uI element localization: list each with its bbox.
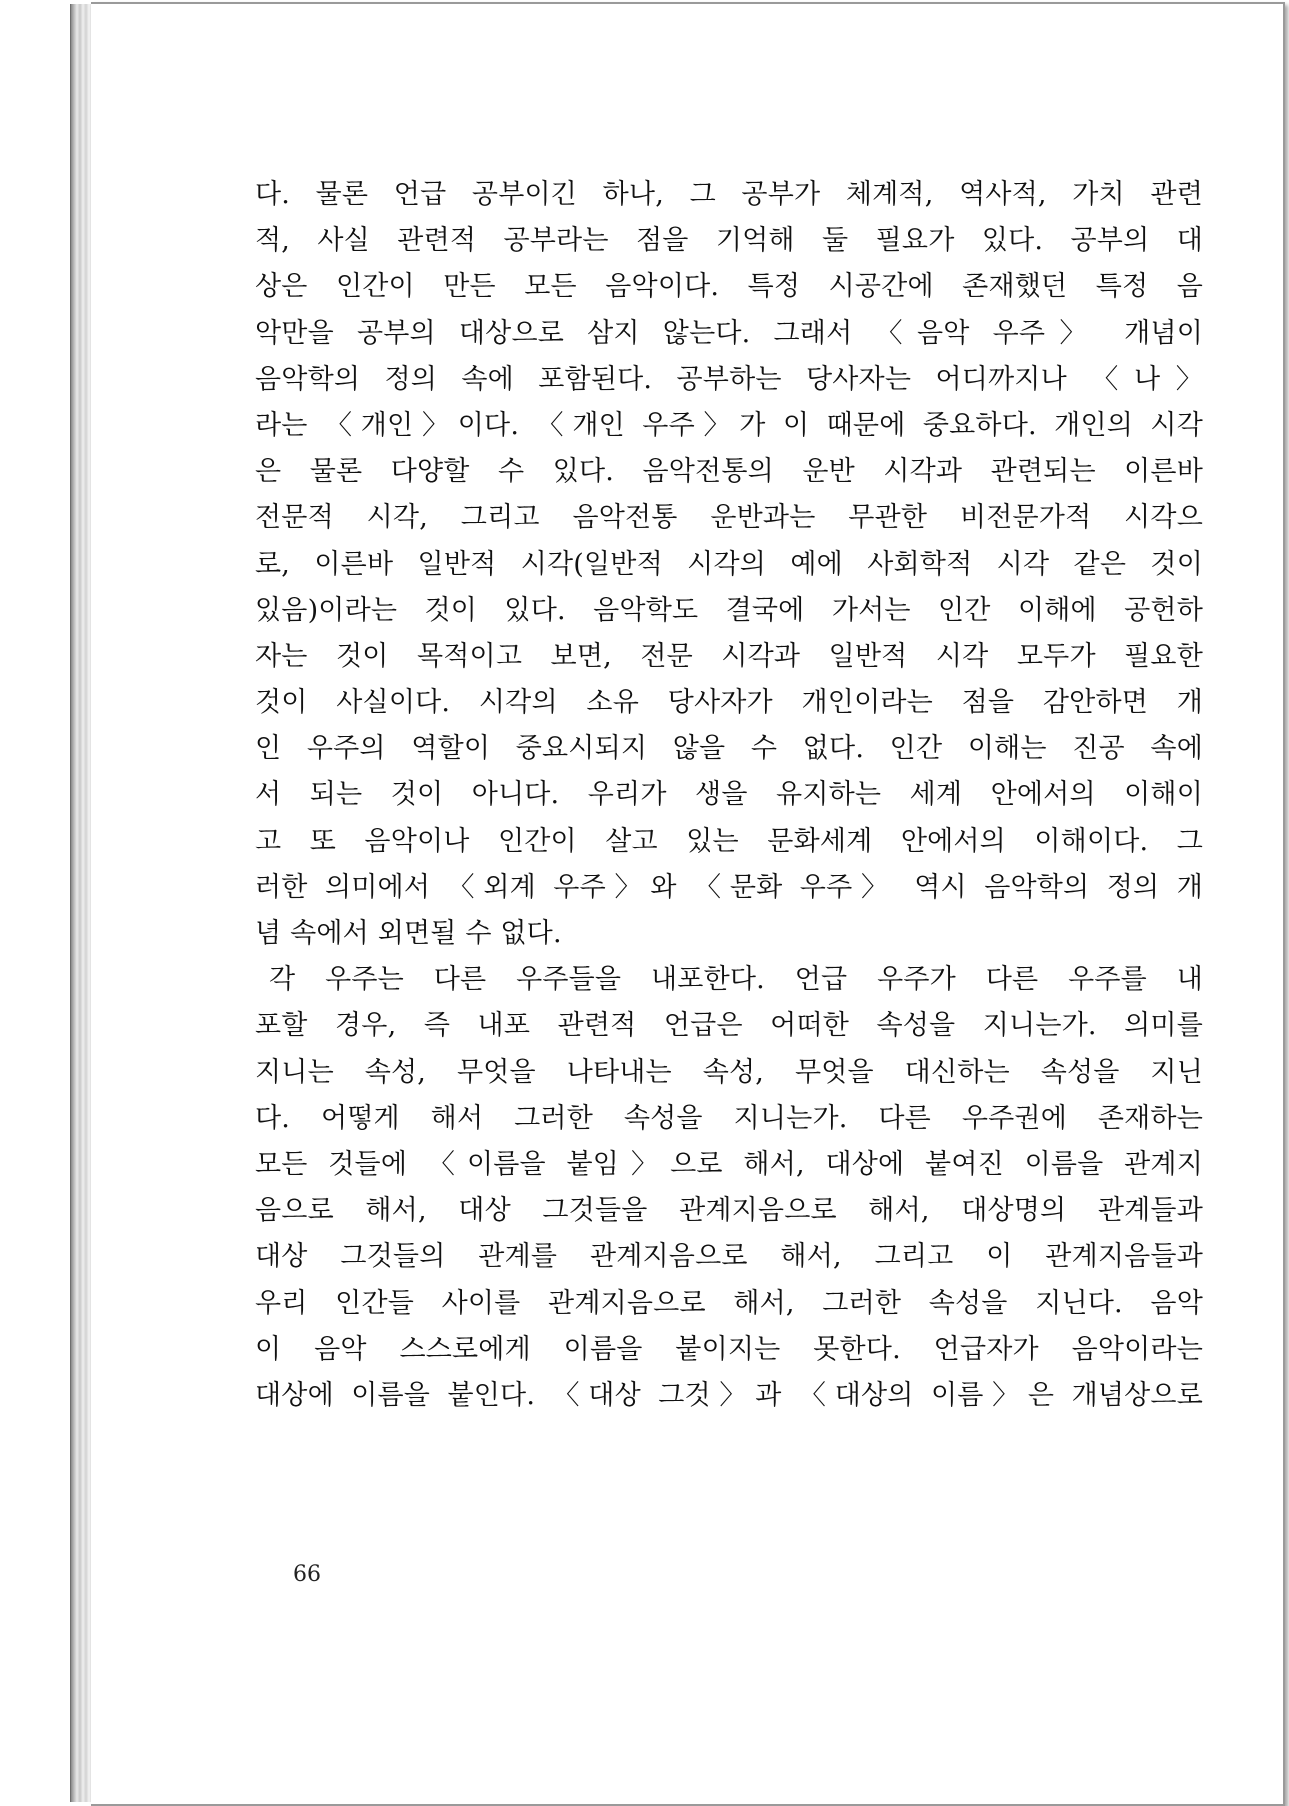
text-line: 서 되는 것이 아니다. 우리가 생을 유지하는 세계 안에서의 이해이 [255, 779, 1203, 811]
text-line: 적, 사실 관련적 공부라는 점을 기억해 둘 필요가 있다. 공부의 대 [255, 225, 1203, 257]
text-line: 악만을 공부의 대상으로 삼지 않는다. 그래서 〈음악 우주〉 개념이 [255, 317, 1203, 349]
book-page [91, 2, 1285, 1806]
page-number: 66 [293, 1562, 321, 1587]
text-line: 음으로 해서, 대상 그것들을 관계지음으로 해서, 대상명의 관계들과 [255, 1195, 1203, 1227]
text-line: 러한 의미에서 〈외계 우주〉와 〈문화 우주〉 역시 음악학의 정의 개 [255, 871, 1203, 903]
text-line: 다. 어떻게 해서 그러한 속성을 지니는가. 다른 우주권에 존재하는 [255, 1102, 1203, 1134]
page-stack-edge [70, 4, 93, 1802]
text-line: 음악학의 정의 속에 포함된다. 공부하는 당사자는 어디까지나 〈나〉 [255, 363, 1203, 395]
text-line: 상은 인간이 만든 모든 음악이다. 특정 시공간에 존재했던 특정 음 [255, 271, 1203, 303]
text-line: 인 우주의 역할이 중요시되지 않을 수 없다. 인간 이해는 진공 속에 [255, 733, 1203, 765]
body-text [255, 172, 1203, 1419]
text-line: 있음)이라는 것이 있다. 음악학도 결국에 가서는 인간 이해에 공헌하 [255, 594, 1203, 626]
text-line: 대상 그것들의 관계를 관계지음으로 해서, 그리고 이 관계지음들과 [255, 1241, 1203, 1273]
text-line: 은 물론 다양할 수 있다. 음악전통의 운반 시각과 관련되는 이른바 [255, 456, 1203, 488]
text-line: 다. 물론 언급 공부이긴 하나, 그 공부가 체계적, 역사적, 가치 관련 [255, 179, 1203, 210]
text-line: 포할 경우, 즉 내포 관련적 언급은 어떠한 속성을 지니는가. 의미를 [255, 1010, 1203, 1042]
text-line: 자는 것이 목적이고 보면, 전문 시각과 일반적 시각 모두가 필요한 [255, 640, 1203, 672]
text-line: 라는 〈개인〉이다. 〈개인 우주〉가 이 때문에 중요하다. 개인의 시각 [255, 409, 1203, 441]
text-line: 우리 인간들 사이를 관계지음으로 해서, 그러한 속성을 지닌다. 음악 [255, 1287, 1203, 1319]
text-line: 고 또 음악이나 인간이 살고 있는 문화세계 안에서의 이해이다. 그 [255, 825, 1203, 857]
text-line: 이 음악 스스로에게 이름을 붙이지는 못한다. 언급자가 음악이라는 [255, 1333, 1203, 1365]
text-line: 념 속에서 외면될 수 없다. [255, 918, 562, 949]
text-line: 모든 것들에 〈이름을 붙임〉으로 해서, 대상에 붙여진 이름을 관계지 [255, 1148, 1203, 1180]
text-line: 전문적 시각, 그리고 음악전통 운반과는 무관한 비전문가적 시각으 [255, 502, 1203, 534]
text-line: 것이 사실이다. 시각의 소유 당사자가 개인이라는 점을 감안하면 개 [255, 687, 1203, 719]
text-line: 지니는 속성, 무엇을 나타내는 속성, 무엇을 대신하는 속성을 지닌 [255, 1056, 1203, 1088]
text-line: 로, 이른바 일반적 시각(일반적 시각의 예에 사회학적 시각 같은 것이 [255, 548, 1203, 580]
text-line: 대상에 이름을 붙인다. 〈대상 그것〉과 〈대상의 이름〉은 개념상으로 [255, 1379, 1203, 1411]
text-line: 각 우주는 다른 우주들을 내포한다. 언급 우주가 다른 우주를 내 [269, 964, 1203, 996]
